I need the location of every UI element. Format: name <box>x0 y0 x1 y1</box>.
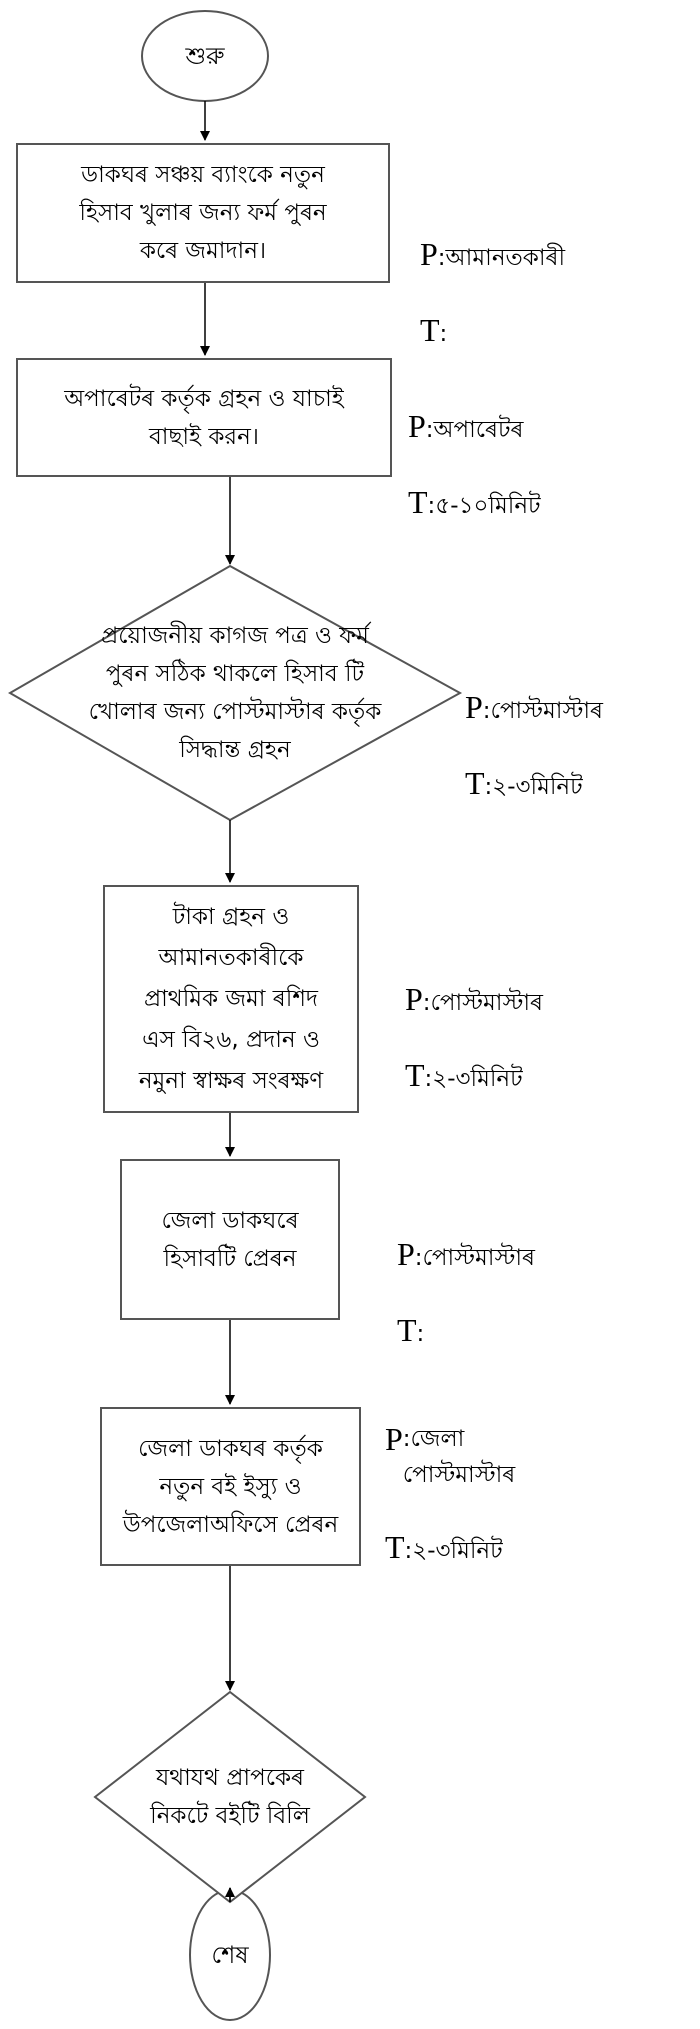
annotation-5 <box>397 1200 535 1388</box>
t-value: :২-৩মিনিট <box>404 1538 503 1564</box>
t-key: T <box>408 484 428 520</box>
step4-text: জেলা ডাকঘৰে হিসাবটি প্রেৰন <box>161 1207 299 1272</box>
p-value: :আমানতকাৰী <box>437 245 566 271</box>
step5-text: জেলা ডাকঘৰ কর্তৃক নতুন বই ইস্যু ও উপজেলাঅফিসে প্রেৰন <box>122 1435 339 1538</box>
t-key: T <box>420 312 440 348</box>
t-value: :৫-১০মিনিট <box>427 493 541 519</box>
p-value: :পোস্টমাস্টাৰ <box>482 698 603 724</box>
p-value: :অপাৰেটৰ <box>425 417 524 443</box>
t-value: :২-৩মিনিট <box>424 1066 523 1092</box>
p-key: P <box>465 689 483 725</box>
p-key: P <box>385 1421 403 1457</box>
p-key: P <box>405 981 423 1017</box>
step2-text: অপাৰেটৰ কর্তৃক গ্রহন ও যাচাই বাছাই করন। <box>64 385 344 450</box>
p-value: :জেলা পোস্টমাস্টাৰ <box>402 1426 516 1488</box>
t-value: : <box>416 1321 425 1347</box>
t-value: : <box>439 321 448 347</box>
decision1-text: প্রয়োজনীয় কাগজ পত্র ও ফৰ্ম পুৰন সঠিক থাকলে হিসাব টি খোলাৰ জন্য পোস্টমাস্টাৰ কর্তৃক সিদ্ধান্ত গ্রহন <box>88 623 382 763</box>
annotation-4 <box>405 945 543 1133</box>
annotation-1 <box>420 200 565 388</box>
p-value: :পোস্টমাস্টাৰ <box>414 1245 535 1271</box>
t-key: T <box>405 1057 425 1093</box>
step1-text: ডাকঘৰ সঞ্চয় ব্যাংকে নতুন হিসাব খুলাৰ জন্য ফৰ্ম পুৰন কৰে জমাদান। <box>79 162 327 264</box>
decision2-text: যথাযথ প্রাপকেৰ নিকটে বইটি বিলি <box>150 1765 310 1829</box>
start-label: শুরু <box>185 42 225 70</box>
annotation-3 <box>465 653 603 841</box>
annotation-6 <box>385 1385 515 1605</box>
p-value: :পোস্টমাস্টাৰ <box>422 990 543 1016</box>
t-key: T <box>397 1312 417 1348</box>
end-label: শেষ <box>211 1941 249 1969</box>
p-key: P <box>397 1236 415 1272</box>
annotation-2 <box>408 372 541 560</box>
p-key: P <box>408 408 426 444</box>
t-key: T <box>465 765 485 801</box>
step3-text: টাকা গ্রহন ও আমানতকাৰীকে প্রাথমিক জমা ৰশিদ এস বি২৬, প্রদান ও নমুনা স্বাক্ষৰ সংৰক্ষণ <box>138 903 324 1094</box>
t-key: T <box>385 1529 405 1565</box>
p-key: P <box>420 236 438 272</box>
t-value: :২-৩মিনিট <box>484 774 583 800</box>
